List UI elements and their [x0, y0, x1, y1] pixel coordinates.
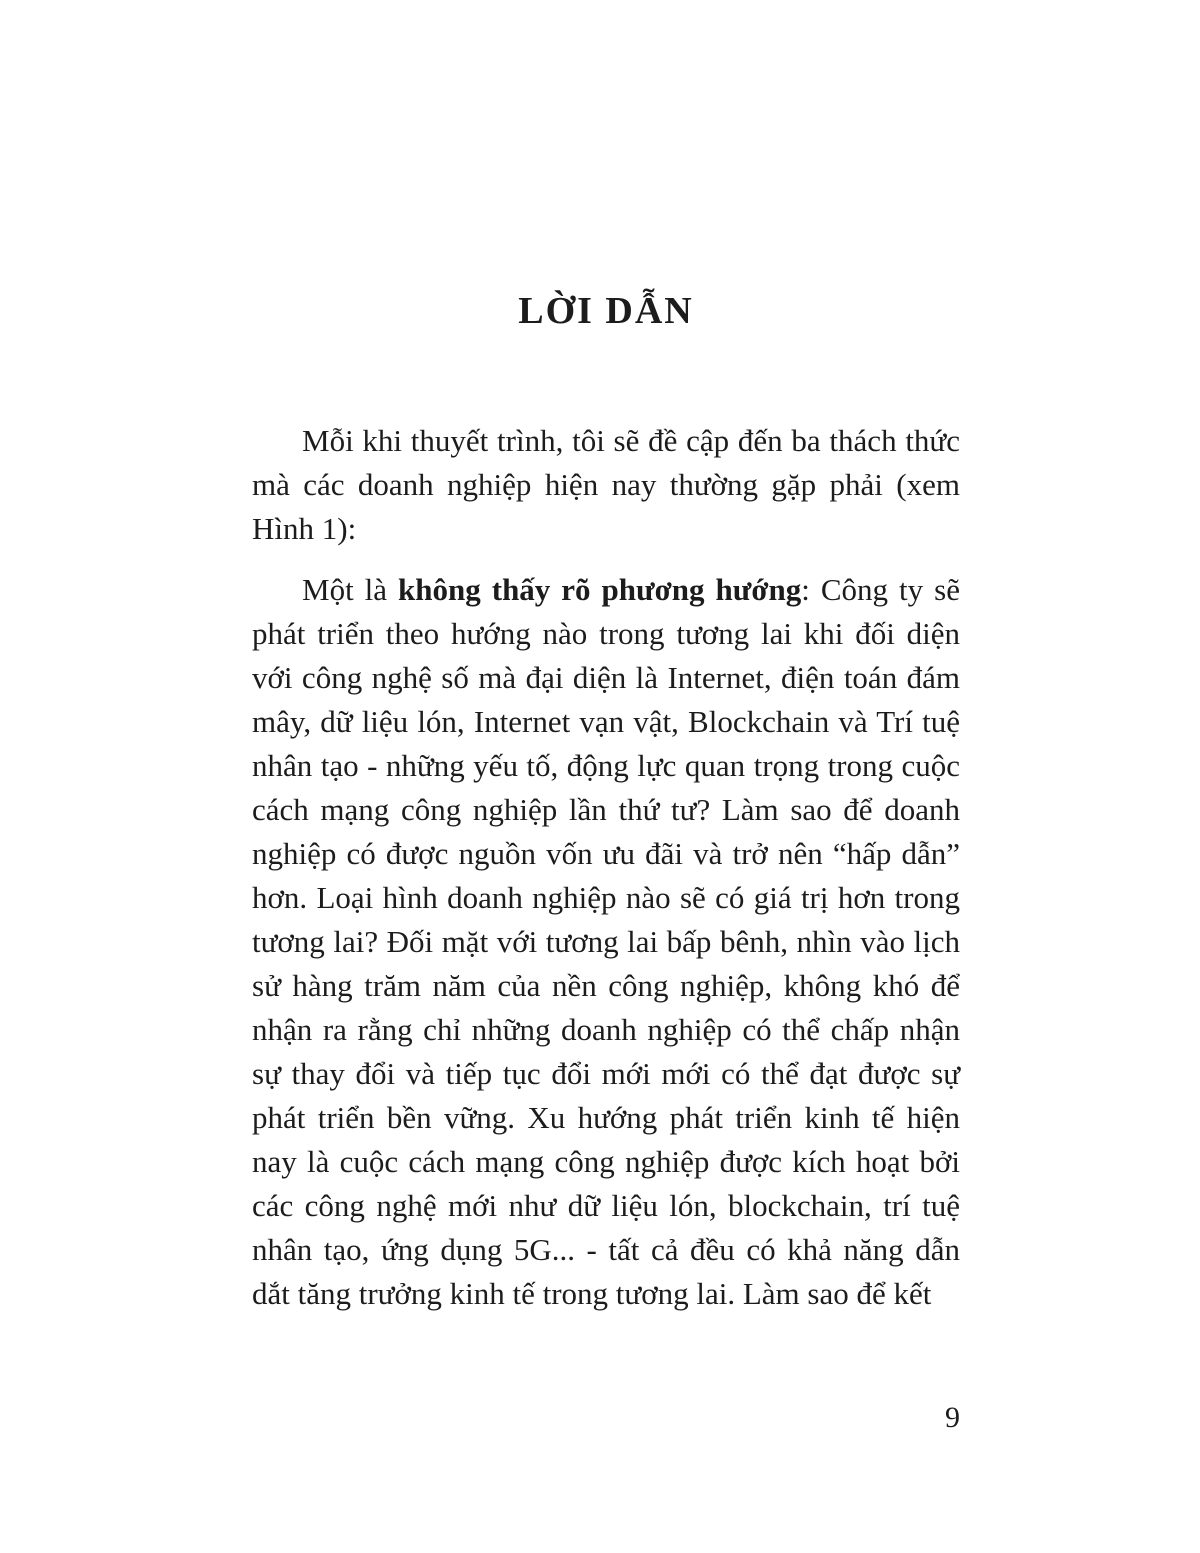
paragraph-rest: : Công ty sẽ phát triển theo hướng nào trong tương lai khi đối diện với công nghệ số mà đại diện là Internet, điện toán đám mây, dữ liệu lón, Internet vạn vật, Blockchain và Trí tuệ nhân tạo - những yếu tố, động lực quan trọng trong cuộc cách mạng công nghiệp lần thứ tư? Làm sao để doanh nghiệp có được nguồn vốn ưu đãi và trở nên “hấp dẫn” hơn. Loại hình doanh nghiệp nào sẽ có giá trị hơn trong tương lai? Đối mặt với tương lai bấp bênh, nhìn vào lịch sử hàng trăm năm của nền công nghiệp, không khó để nhận ra rằng chỉ những doanh nghiệp có thể chấp nhận sự thay đổi và tiếp tục đổi mới mới có thể đạt được sự phát triển bền vững. Xu hướng phát triển kinh tế hiện nay là cuộc cách mạng công nghiệp được kích hoạt bởi các công nghệ mới như dữ liệu lón, blockchain, trí tuệ nhân tạo, ứng dụng 5G... - tất cả đều có khả năng dẫn dắt tăng trưởng kinh tế trong tương lai. Làm sao để kết	[252, 572, 960, 1311]
paragraph-challenge-one	[252, 568, 960, 1316]
paragraph-lead: Một là	[302, 572, 399, 607]
bold-phrase: không thấy rõ phương hướng	[398, 572, 802, 607]
paragraph-intro: Mỗi khi thuyết trình, tôi sẽ đề cập đến ba thách thức mà các doanh nghiệp hiện nay thường gặp phải (xem Hình 1):	[252, 423, 960, 546]
page-body	[252, 419, 960, 1333]
page-number: 9	[945, 1401, 960, 1434]
page-title: LỜI DẪN	[518, 290, 694, 332]
